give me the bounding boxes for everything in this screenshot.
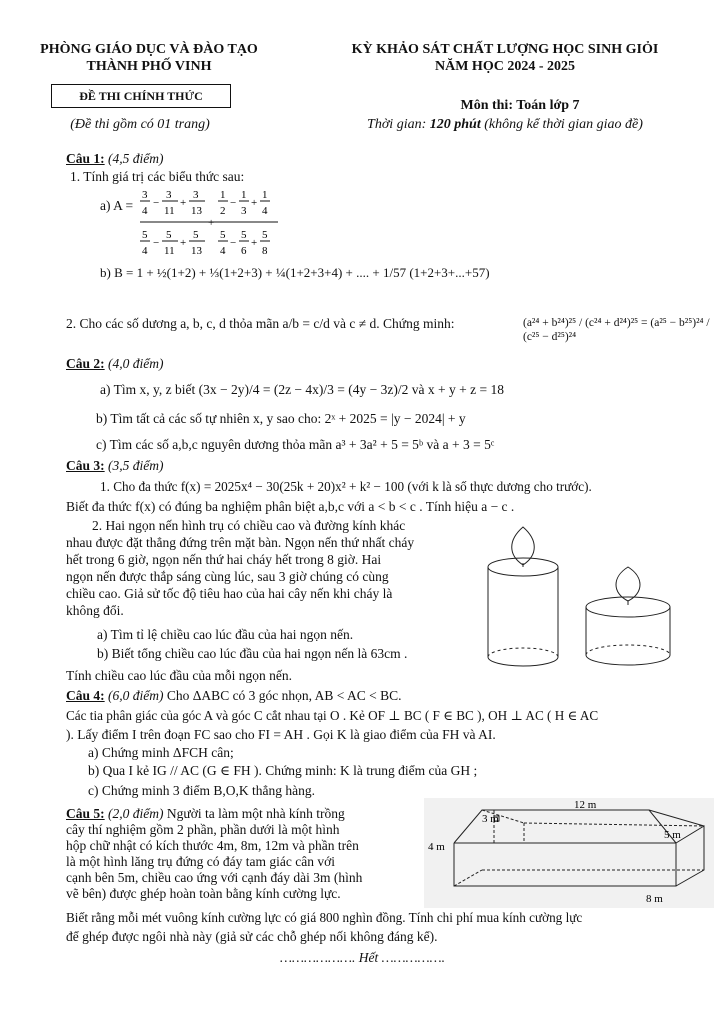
svg-text:−: − bbox=[230, 197, 237, 209]
svg-text:6: 6 bbox=[241, 245, 247, 257]
svg-text:+: + bbox=[208, 217, 215, 229]
label-side: 5 m bbox=[664, 829, 681, 841]
svg-text:+: + bbox=[180, 197, 187, 209]
svg-text:5: 5 bbox=[166, 229, 172, 241]
svg-text:11: 11 bbox=[164, 245, 175, 257]
pages-note: (Đề thi gồm có 01 trang) bbox=[70, 117, 210, 132]
q1-b-expression: b) B = 1 + ½(1+2) + ⅓(1+2+3) + ¼(1+2+3+4) + .... + 1/57 (1+2+3+...+57) bbox=[100, 265, 490, 280]
q1-part1: 1. Tính giá trị các biểu thức sau: bbox=[70, 169, 245, 184]
q3-p2-line: chiều cao. Giả sử tốc độ tiêu hao của hai cây nến khi cháy là bbox=[66, 586, 393, 601]
q5-line: hộp chữ nhật có kích thước 4m, 8m, 12m và phần trên bbox=[66, 838, 359, 853]
q3-p1-line2: Biết đa thức f(x) có đúng ba nghiệm phân biệt a,b,c với a < b < c . Tính hiệu a − c . bbox=[66, 499, 515, 514]
header-right-line2: NĂM HỌC 2024 - 2025 bbox=[435, 59, 575, 74]
q5-paragraph: Câu 5: (2,0 điểm) Người ta làm một nhà kính trồng cây thí nghiệm gồm 2 phần, phần dưới là một hình hộp chữ nhật có kích thước 4m, 8m, 12m và phần trên là một hình lăng trụ đứng có đáy tam giác cân với cạnh bên 5m, chiều cao ứng với cạnh đáy dài 3m (hình vẽ bên) được ghép hoàn toàn bằng kính cường lực. bbox=[66, 806, 421, 902]
svg-text:4: 4 bbox=[142, 245, 148, 257]
svg-text:1: 1 bbox=[262, 189, 268, 201]
svg-text:5: 5 bbox=[262, 229, 268, 241]
q3-heading: Câu 3: (3,5 điểm) bbox=[66, 458, 164, 473]
greenhouse-figure bbox=[424, 798, 714, 908]
header-left-line2: THÀNH PHỐ VINH bbox=[86, 59, 212, 74]
svg-text:5: 5 bbox=[193, 229, 199, 241]
q2-b: b) Tìm tất cả các số tự nhiên x, y sao cho: 2ˣ + 2025 = |y − 2024| + y bbox=[96, 411, 466, 426]
svg-text:3: 3 bbox=[142, 189, 148, 201]
q1-a-label: a) A = bbox=[100, 198, 134, 213]
svg-text:1: 1 bbox=[241, 189, 247, 201]
label-roof-height: 3 m bbox=[482, 813, 499, 825]
svg-text:+: + bbox=[251, 237, 258, 249]
q1-part2: 2. Cho các số dương a, b, c, d thỏa mãn a/b = c/d và c ≠ d. Chứng minh: bbox=[66, 316, 455, 331]
q3-p2-a: a) Tìm tỉ lệ chiều cao lúc đầu của hai ngọn nến. bbox=[97, 627, 354, 642]
q4-c: c) Chứng minh 3 điểm B,O,K thẳng hàng. bbox=[88, 783, 316, 798]
label-top: 12 m bbox=[574, 799, 597, 811]
q1-a-fraction bbox=[140, 186, 280, 258]
svg-text:4: 4 bbox=[142, 205, 148, 217]
svg-text:−: − bbox=[230, 237, 237, 249]
svg-text:−: − bbox=[153, 197, 160, 209]
svg-text:+: + bbox=[251, 197, 258, 209]
svg-text:4: 4 bbox=[220, 245, 226, 257]
q1-a-expression bbox=[140, 186, 280, 262]
svg-text:3: 3 bbox=[193, 189, 199, 201]
candles-figure bbox=[478, 515, 683, 670]
svg-text:5: 5 bbox=[220, 229, 226, 241]
q3-p2-line: không đổi. bbox=[66, 603, 124, 618]
q3-p2-line: 2. Hai ngọn nến hình trụ có chiều cao và đường kính khác bbox=[92, 518, 406, 533]
q4-heading: Câu 4: (6,0 điểm) Cho ΔABC có 3 góc nhọn, AB < AC < BC. bbox=[66, 688, 402, 703]
subject: Môn thi: Toán lớp 7 bbox=[460, 98, 580, 113]
q3-p2-line: nhau được đặt thẳng đứng trên mặt bàn. Ngọn nến thứ nhất cháy bbox=[66, 535, 415, 550]
q3-p2-b: b) Biết tổng chiều cao lúc đầu của hai ngọn nến là 63cm . bbox=[97, 646, 408, 661]
svg-text:13: 13 bbox=[191, 205, 202, 217]
q4-line3: ). Lấy điểm I trên đoạn FC sao cho FI = AH . Gọi K là giao điểm của FH và AI. bbox=[66, 727, 496, 742]
svg-text:5: 5 bbox=[142, 229, 148, 241]
svg-text:2: 2 bbox=[220, 205, 226, 217]
q5-full-line2: để ghép được ngôi nhà này (giả sử các chỗ ghép nối không đáng kể). bbox=[66, 929, 438, 944]
q1-heading: Câu 1: (4,5 điểm) bbox=[66, 151, 164, 166]
q2-a: a) Tìm x, y, z biết (3x − 2y)/4 = (2z − 4x)/3 = (4y − 3z)/2 và x + y + z = 18 bbox=[100, 382, 504, 397]
exam-time: Thời gian: 120 phút (không kể thời gian giao đề) bbox=[367, 117, 643, 132]
svg-text:1: 1 bbox=[220, 189, 226, 201]
official-exam-box: ĐỀ THI CHÍNH THỨC bbox=[51, 84, 231, 108]
q5-line: cây thí nghiệm gồm 2 phần, phần dưới là một hình bbox=[66, 822, 340, 837]
q4-b: b) Qua I kẻ IG // AC (G ∈ FH ). Chứng minh: K là trung điểm của GH ; bbox=[88, 763, 478, 778]
footer-end-mark: ………………. Hết ……………. bbox=[279, 950, 446, 965]
q2-c: c) Tìm các số a,b,c nguyên dương thỏa mãn a³ + 3a² + 5 = 5ᵇ và a + 3 = 5ᶜ bbox=[96, 437, 495, 452]
q4-a: a) Chứng minh ΔFCH cân; bbox=[88, 745, 234, 760]
q5-full-line1: Biết rằng mỗi mét vuông kính cường lực có giá 800 nghìn đồng. Tính chi phí mua kính cường lực bbox=[66, 910, 583, 925]
label-height: 4 m bbox=[428, 841, 445, 853]
svg-text:+: + bbox=[180, 237, 187, 249]
q3-p1-line1: 1. Cho đa thức f(x) = 2025x⁴ − 30(25k + 20)x² + k² − 100 (với k là số thực dương cho trước). bbox=[100, 479, 592, 494]
q5-line: là một hình lăng trụ đứng có đáy tam giác cân với bbox=[66, 854, 336, 869]
q3-p2-line: ngọn nến được thắp sáng cùng lúc, sau 3 giờ chúng có cùng bbox=[66, 569, 389, 584]
q5-line: vẽ bên) được ghép hoàn toàn bằng kính cường lực. bbox=[66, 886, 341, 901]
q1-part2-formula: (a²⁴ + b²⁴)²⁵ / (c²⁴ + d²⁴)²⁵ = (a²⁵ − b²⁵)²⁴ / (c²⁵ − d²⁵)²⁴ bbox=[523, 317, 710, 344]
svg-text:3: 3 bbox=[166, 189, 172, 201]
svg-text:11: 11 bbox=[164, 205, 175, 217]
svg-text:4: 4 bbox=[262, 205, 268, 217]
svg-text:8: 8 bbox=[262, 245, 268, 257]
q2-heading: Câu 2: (4,0 điểm) bbox=[66, 356, 164, 371]
q3-p2-end: Tính chiều cao lúc đầu của mỗi ngọn nến. bbox=[66, 668, 293, 683]
svg-text:5: 5 bbox=[241, 229, 247, 241]
q3-p2-line: hết trong 6 giờ, ngọn nến thứ hai cháy hết trong 8 giờ. Hai bbox=[66, 552, 382, 567]
q3-p2-paragraph bbox=[66, 518, 476, 620]
svg-text:3: 3 bbox=[241, 205, 247, 217]
q5-line: cạnh bên 5m, chiều cao ứng với cạnh đáy dài 3m (hình bbox=[66, 870, 363, 885]
svg-text:−: − bbox=[153, 237, 160, 249]
label-bottom: 8 m bbox=[646, 893, 663, 905]
header-right-line1: KỲ KHẢO SÁT CHẤT LƯỢNG HỌC SINH GIỎI bbox=[351, 42, 659, 57]
q4-line2: Các tia phân giác của góc A và góc C cắt nhau tại O . Kẻ OF ⊥ BC ( F ∈ BC ), OH ⊥ AC ( H ∈ AC bbox=[66, 708, 599, 723]
header-left-line1: PHÒNG GIÁO DỤC VÀ ĐÀO TẠO bbox=[40, 42, 258, 57]
svg-text:13: 13 bbox=[191, 245, 202, 257]
